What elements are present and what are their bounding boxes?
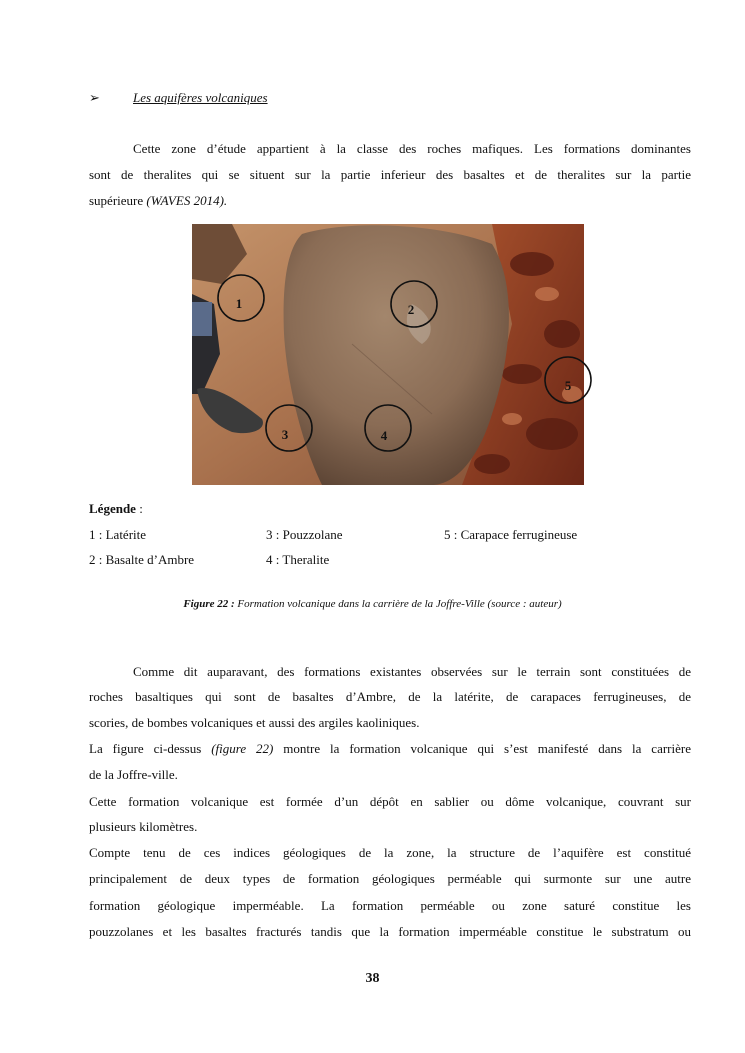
body-line-4-c: montre la formation volcanique qui s’est manifesté dans la carrière <box>273 741 691 756</box>
body-line-4-a: La figure ci-dessus <box>89 741 212 756</box>
intro-citation: (WAVES 2014). <box>146 193 228 208</box>
body-line-4 <box>89 741 691 757</box>
body-line-2: roches basaltiques qui sont de basaltes d’Ambre, de la latérite, de carapaces ferrugineuses, de <box>89 689 691 704</box>
marker-5: 5 <box>564 378 572 393</box>
body-line-6: Cette formation volcanique est formée d’un dépôt en sablier ou dôme volcanique, couvrant sur <box>89 794 691 809</box>
section-title: Les aquifères volcaniques <box>133 90 268 105</box>
body-line-11: pouzzolanes et les basaltes fracturés tandis que la formation imperméable constitue le substratum ou <box>89 924 691 939</box>
body-figure-ref: (figure 22) <box>211 741 274 756</box>
figure-caption <box>0 598 745 610</box>
body-line-1: Comme dit auparavant, des formations existantes observées sur le terrain sont constituées de <box>133 664 691 679</box>
caption-text: Formation volcanique dans la carrière de la Joffre-Ville (source : auteur) <box>234 598 562 610</box>
legend-item-2: 2 : Basalte d’Ambre <box>89 552 195 567</box>
intro-line-3 <box>89 193 691 209</box>
section-bullet: ➢ <box>89 90 100 105</box>
page-number: 38 <box>365 971 380 986</box>
legend-title <box>89 501 143 517</box>
marker-1: 1 <box>235 296 243 311</box>
body-line-5: de la Joffre-ville. <box>89 767 178 782</box>
marker-4: 4 <box>380 428 388 443</box>
marker-2: 2 <box>407 302 415 317</box>
body-line-8: Compte tenu de ces indices géologiques de la zone, la structure de l’aquifère est constitué <box>89 845 691 860</box>
legend-item-5: 5 : Carapace ferrugineuse <box>444 527 578 542</box>
legend-colon: : <box>135 501 143 516</box>
body-line-7: plusieurs kilomètres. <box>89 819 198 834</box>
intro-line-2: sont de theralites qui se situent sur la partie inferieur des basaltes et de theralites sur la partie <box>89 167 691 182</box>
body-line-10: formation géologique imperméable. La formation perméable ou zone saturé constitue les <box>89 898 691 913</box>
volcanic-formation-photo <box>192 224 584 485</box>
body-line-3: scories, de bombes volcaniques et aussi des argiles kaoliniques. <box>89 715 420 730</box>
intro-line-3-text: supérieure <box>89 193 147 208</box>
intro-line-1: Cette zone d’étude appartient à la classe des roches mafiques. Les formations dominantes <box>133 141 691 156</box>
caption-label: Figure 22 : <box>183 598 235 610</box>
legend-item-4: 4 : Theralite <box>266 552 330 567</box>
legend-title-text: Légende <box>89 501 136 516</box>
legend-item-1: 1 : Latérite <box>89 527 147 542</box>
body-line-9: principalement de deux types de formation géologiques perméable qui surmonte sur une autre <box>89 871 691 886</box>
marker-3: 3 <box>281 427 289 442</box>
legend-item-3: 3 : Pouzzolane <box>266 527 343 542</box>
